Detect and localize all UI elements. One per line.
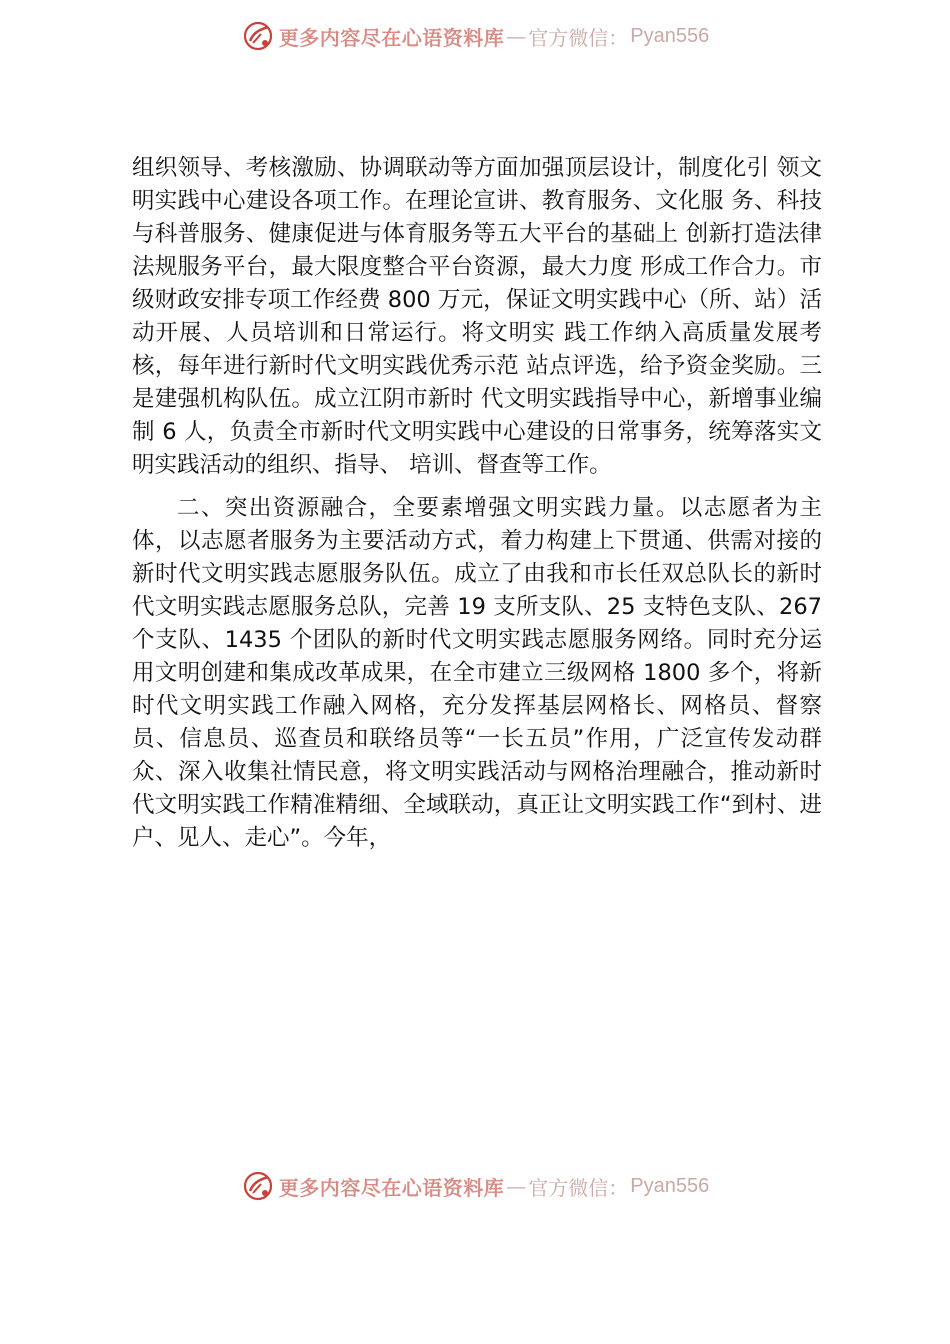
brand-logo-icon bbox=[241, 19, 275, 53]
watermark-dash: — bbox=[506, 1174, 527, 1198]
watermark-brand: 更多内容尽在心语资料库 bbox=[278, 25, 505, 50]
watermark-account: Pyan556 bbox=[630, 1174, 710, 1197]
watermark-label: 官方微信： bbox=[528, 1175, 629, 1200]
document-body bbox=[132, 152, 822, 865]
watermark-dash: — bbox=[506, 24, 527, 48]
paragraph-2: 二、突出资源融合，全要素增强文明实践力量。以志愿者为主体，以志愿者服务为主要活动方式，着力构建上下贯通、供需对接的新时代文明实践志愿服务队伍。成立了由我和市长任双总队长的新时代文明实践志愿服务总队，完善 19 支所支队、25 支特色支队、267 个支队、1435 个团队的新时代文明实践志愿服务网络。同时充分运用文明创建和集成改革成果，在全市建立三级网格 1800 多个，将新时代文明实践工作融入网格，充分发挥基层网格长、网格员、督察员、信息员、巡查员和联络员等“一长五员”作用，广泛宣传发动群众、深入收集社情民意，将文明实践活动与网格治理融合，推动新时代文明实践工作精准精细、全域联动，真正让文明实践工作“到村、进户、见人、走心”。今年， bbox=[132, 495, 822, 851]
paragraph-1: 组织领导、考核激励、协调联动等方面加强顶层设计，制度化引 领文明实践中心建设各项工作。在理论宣讲、教育服务、文化服 务、科技与科普服务、健康促进与体育服务等五大平台的基础上 创新打造法律法规服务平台，最大限度整合平台资源，最大力度 形成工作合力。市级财政安排专项工作经费 800 万元，保证文明实践中心（所、站）活动开展、人员培训和日常运行。将文明实 践工作纳入高质量发展考核，每年进行新时代文明实践优秀示范 站点评选，给予资金奖励。三是建强机构队伍。成立江阴市新时 代文明实践指导中心，新增事业编制 6 人，负责全市新时代文明实践中心建设的日常事务，统筹落实文明实践活动的组织、指导、 培训、督查等工作。 bbox=[132, 155, 822, 478]
watermark-account: Pyan556 bbox=[630, 24, 710, 47]
brand-logo-icon bbox=[241, 1169, 275, 1203]
header-watermark bbox=[0, 16, 950, 56]
watermark-label: 官方微信： bbox=[528, 25, 629, 50]
footer-watermark bbox=[0, 1166, 950, 1206]
watermark-brand: 更多内容尽在心语资料库 bbox=[278, 1175, 505, 1200]
